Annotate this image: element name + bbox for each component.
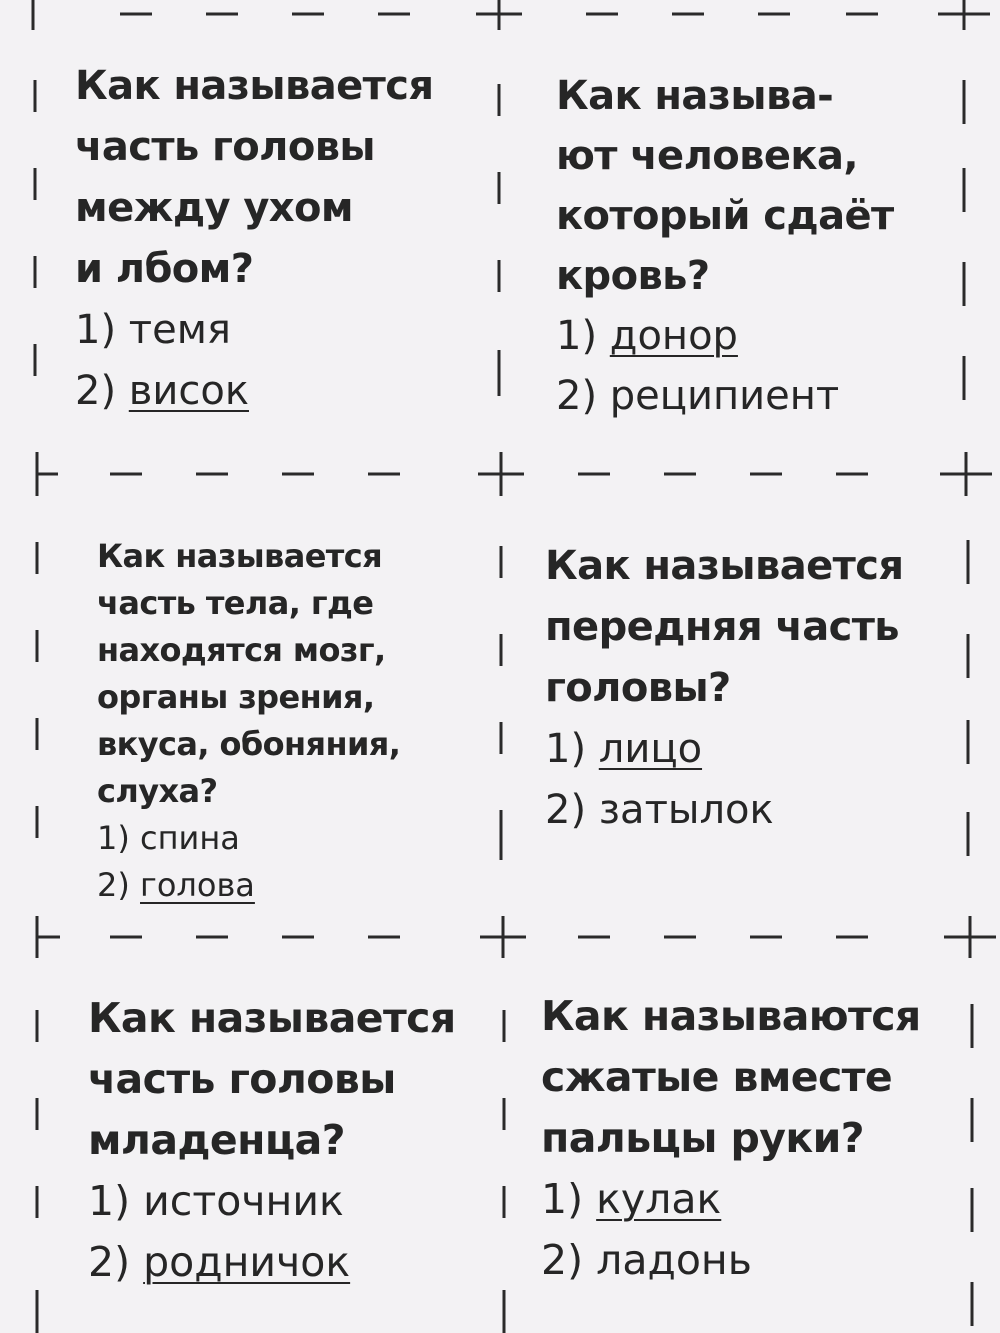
correct-answer: кулак (596, 1175, 722, 1223)
option-text: затылок (598, 787, 774, 833)
question-line: головы? (545, 665, 731, 711)
question-line: находятся мозг, (97, 631, 386, 669)
option-text: ладонь (596, 1236, 752, 1284)
answer-option-2 (545, 780, 903, 841)
cut-line-right (964, 80, 972, 1326)
answer-option-2 (541, 1230, 921, 1291)
cut-line-middle-1 (37, 452, 992, 496)
correct-answer: голова (140, 866, 255, 904)
answer-option-1 (541, 1169, 921, 1230)
question-line: который сдаёт (556, 193, 894, 239)
option-number: 2) (556, 373, 598, 419)
cut-line-left (35, 80, 37, 1333)
answer-option-1 (75, 300, 433, 361)
question-line: сжатые вместе (541, 1053, 893, 1101)
answer-option-1 (97, 815, 400, 862)
question-line: часть головы (75, 124, 376, 170)
question-line: Как называется (75, 63, 434, 109)
cut-line-middle-2 (37, 916, 996, 958)
correct-answer: висок (128, 368, 249, 414)
question (97, 533, 400, 815)
quiz-card-5 (88, 988, 456, 1293)
answer-option-1 (545, 719, 903, 780)
question-line: Как называется (88, 994, 456, 1042)
correct-answer: лицо (598, 726, 703, 772)
question-line: передняя часть (545, 604, 900, 650)
question-line: Как называются (541, 992, 921, 1040)
question-line: органы зрения, (97, 678, 375, 716)
answer-option-2 (556, 366, 894, 426)
question-line: Как называ- (556, 73, 834, 119)
option-text: темя (128, 307, 231, 353)
question (545, 536, 903, 719)
option-text: источник (143, 1177, 344, 1225)
option-number: 1) (545, 726, 587, 772)
answer-option-2 (97, 862, 400, 909)
option-number: 1) (541, 1175, 584, 1223)
option-number: 2) (545, 787, 587, 833)
option-number: 1) (556, 313, 598, 359)
question (75, 56, 433, 300)
answer-option-2 (75, 361, 433, 422)
cut-line-top (33, 0, 990, 30)
option-number: 1) (97, 819, 130, 857)
question-line: пальцы руки? (541, 1114, 864, 1162)
question-line: кровь? (556, 253, 710, 299)
quiz-card-6 (541, 986, 921, 1291)
question (88, 988, 456, 1171)
option-text: реципиент (609, 373, 840, 419)
question-line: между ухом (75, 185, 353, 231)
question-line: Как называется (545, 543, 904, 589)
question-line: вкуса, обоняния, (97, 725, 401, 763)
answer-option-1 (88, 1171, 456, 1232)
correct-answer: родничок (143, 1238, 351, 1286)
correct-answer: донор (609, 313, 738, 359)
option-text: спина (140, 819, 240, 857)
quiz-card-3 (97, 533, 400, 909)
quiz-card-1 (75, 56, 433, 422)
question-line: часть головы (88, 1055, 396, 1103)
question-line: слуха? (97, 772, 218, 810)
question-line: и лбом? (75, 246, 254, 292)
question (556, 66, 894, 306)
answer-option-1 (556, 306, 894, 366)
quiz-card-2 (556, 66, 894, 426)
question-line: младенца? (88, 1116, 345, 1164)
option-number: 2) (541, 1236, 584, 1284)
option-number: 2) (97, 866, 130, 904)
option-number: 1) (88, 1177, 131, 1225)
cut-line-center (499, 84, 504, 1333)
option-number: 2) (88, 1238, 131, 1286)
quiz-card-4 (545, 536, 903, 841)
question-line: часть тела, где (97, 584, 374, 622)
option-number: 1) (75, 307, 117, 353)
question (541, 986, 921, 1169)
option-number: 2) (75, 368, 117, 414)
question-line: Как называется (97, 537, 383, 575)
question-line: ют человека, (556, 133, 858, 179)
answer-option-2 (88, 1232, 456, 1293)
